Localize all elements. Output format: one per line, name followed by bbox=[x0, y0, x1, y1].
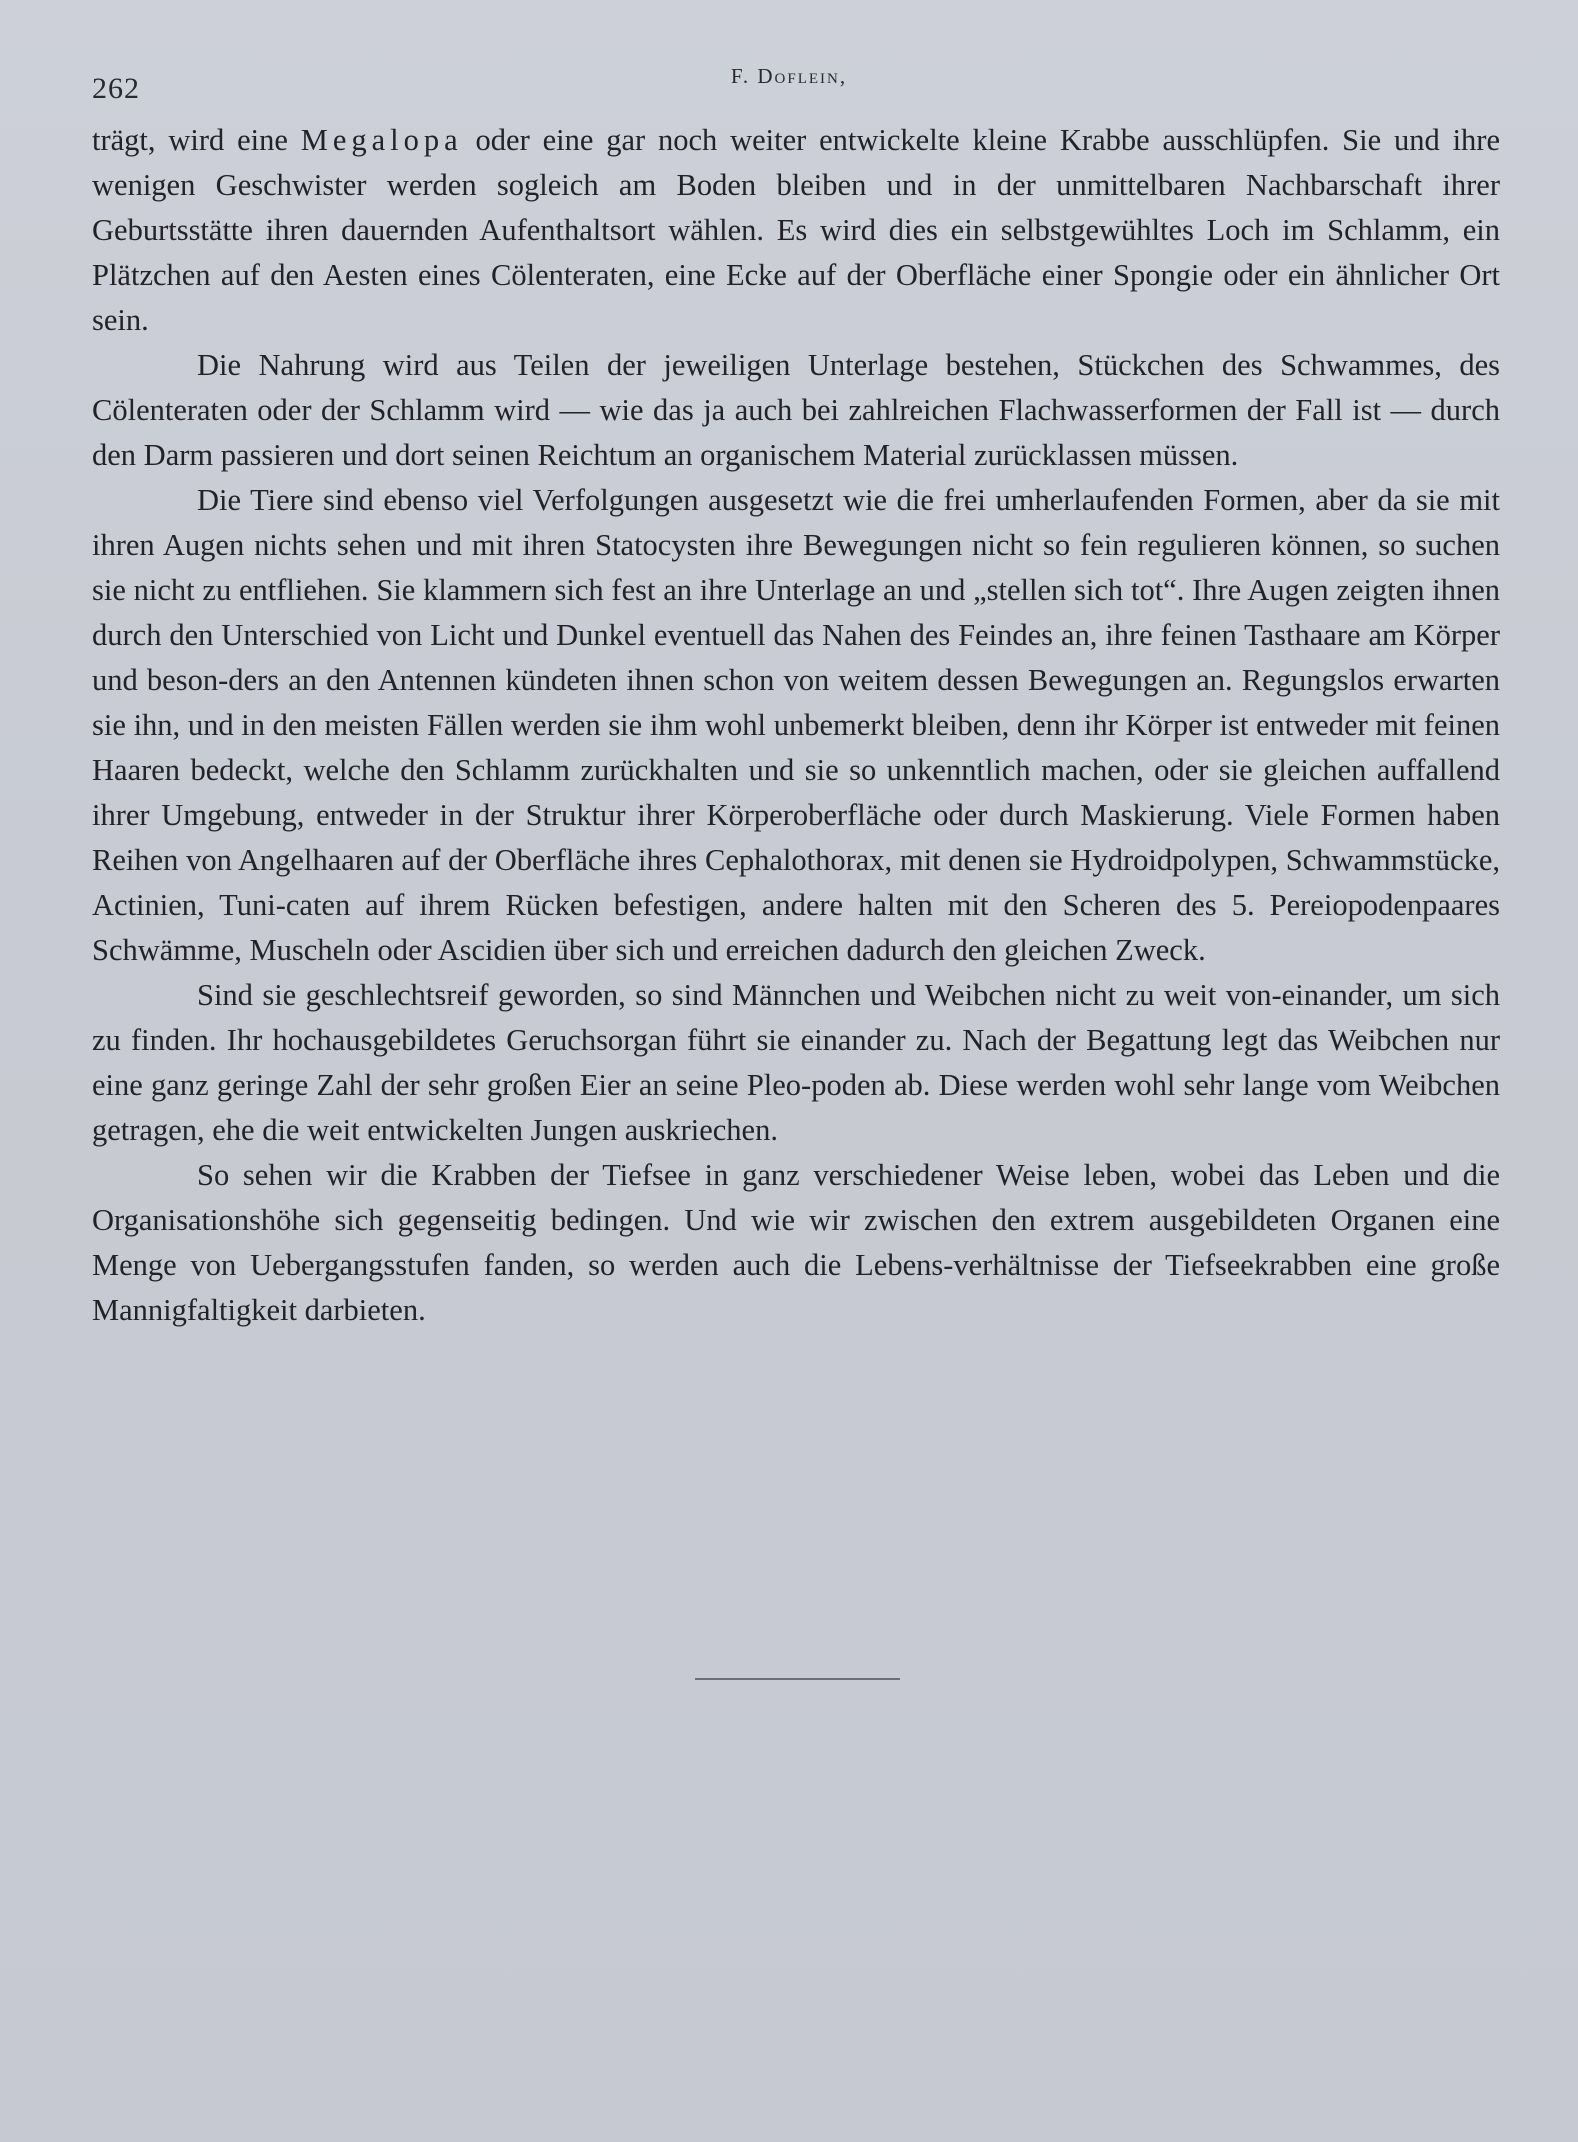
paragraph-geschlechtsreif: Sind sie geschlechtsreif geworden, so sind Männchen und Weibchen nicht zu weit von-einander, um sich zu finden. Ihr hochausgebildetes Geruchsorgan führt sie einander zu. Nach der Begattung legt das Weibchen nur eine ganz geringe Zahl der sehr großen Eier an seine Pleo-poden ab. Diese werden wohl sehr lange vom Weibchen getragen, ehe die weit entwickelten Jungen auskriechen. bbox=[92, 978, 1500, 1147]
spaced-term-megalopa: Megalopa bbox=[300, 123, 463, 157]
paragraph-nahrung: Die Nahrung wird aus Teilen der jeweiligen Unterlage bestehen, Stückchen des Schwammes, des Cölenteraten oder der Schlamm wird — wie das ja auch bei zahlreichen Flachwasserformen der Fall ist — durch den Darm passieren und dort seinen Reichtum an organischem Material zurücklassen müssen. bbox=[92, 348, 1500, 472]
paragraph-text: oder eine gar noch weiter entwickelte kleine Krabbe ausschlüpfen. Sie und ihre wenigen Geschwister werden sogleich am Boden bleiben und in der unmittelbaren Nachbarschaft ihrer Geburtsstätte ihren dauernden Aufenthaltsort wählen. Es wird dies ein selbstgewühltes Loch im Schlamm, ein Plätzchen auf den Aesten eines Cölenteraten, eine Ecke auf der Oberfläche einer Spongie oder ein ähnlicher Ort sein. bbox=[92, 123, 1500, 337]
paragraph-text: trägt, wird eine bbox=[92, 123, 301, 157]
paragraph-verfolgungen: Die Tiere sind ebenso viel Verfolgungen ausgesetzt wie die frei umherlaufenden Formen, aber da sie mit ihren Augen nichts sehen und mit ihren Statocysten ihre Bewegungen nicht so fein regulieren können, so suchen sie nicht zu entfliehen. Sie klammern sich fest an ihre Unterlage an und „stellen sich tot“. Ihre Augen zeigten ihnen durch den Unterschied von Licht und Dunkel eventuell das Nahen des Feindes an, ihre feinen Tasthaare am Körper und beson-ders an den Antennen kündeten ihnen schon von weitem dessen Bewegungen an. Regungslos erwarten sie ihn, und in den meisten Fällen werden sie ihm wohl unbemerkt bleiben, denn ihr Körper ist entweder mit feinen Haaren bedeckt, welche den Schlamm zurückhalten und sie so unkenntlich machen, oder sie gleichen auffallend ihrer Umgebung, entweder in der Struktur ihrer Körperoberfläche oder durch Maskierung. Viele Formen haben Reihen von Angelhaaren auf der Oberfläche ihres Cephalothorax, mit denen sie Hydroidpolypen, Schwammstücke, Actinien, Tuni-caten auf ihrem Rücken befestigen, andere halten mit den Scheren des 5. Pereiopodenpaares Schwämme, Muscheln oder Ascidien über sich und erreichen dadurch den gleichen Zweck. bbox=[92, 483, 1500, 967]
body-text bbox=[92, 118, 1500, 1333]
section-end-rule bbox=[695, 1678, 900, 1680]
running-head: F. Doflein, bbox=[730, 64, 848, 88]
paragraph-krabben-der-tiefsee: So sehen wir die Krabben der Tiefsee in ganz verschiedener Weise leben, wobei das Leben und die Organisationshöhe sich gegenseitig bedingen. Und wie wir zwischen den extrem ausgebildeten Organen eine Menge von Uebergangsstufen fanden, so werden auch die Lebens-verhältnisse der Tiefseekrabben eine große Mannigfaltigkeit darbieten. bbox=[92, 1158, 1500, 1327]
paragraph-continued bbox=[92, 118, 1500, 343]
page-number: 262 bbox=[92, 72, 140, 105]
